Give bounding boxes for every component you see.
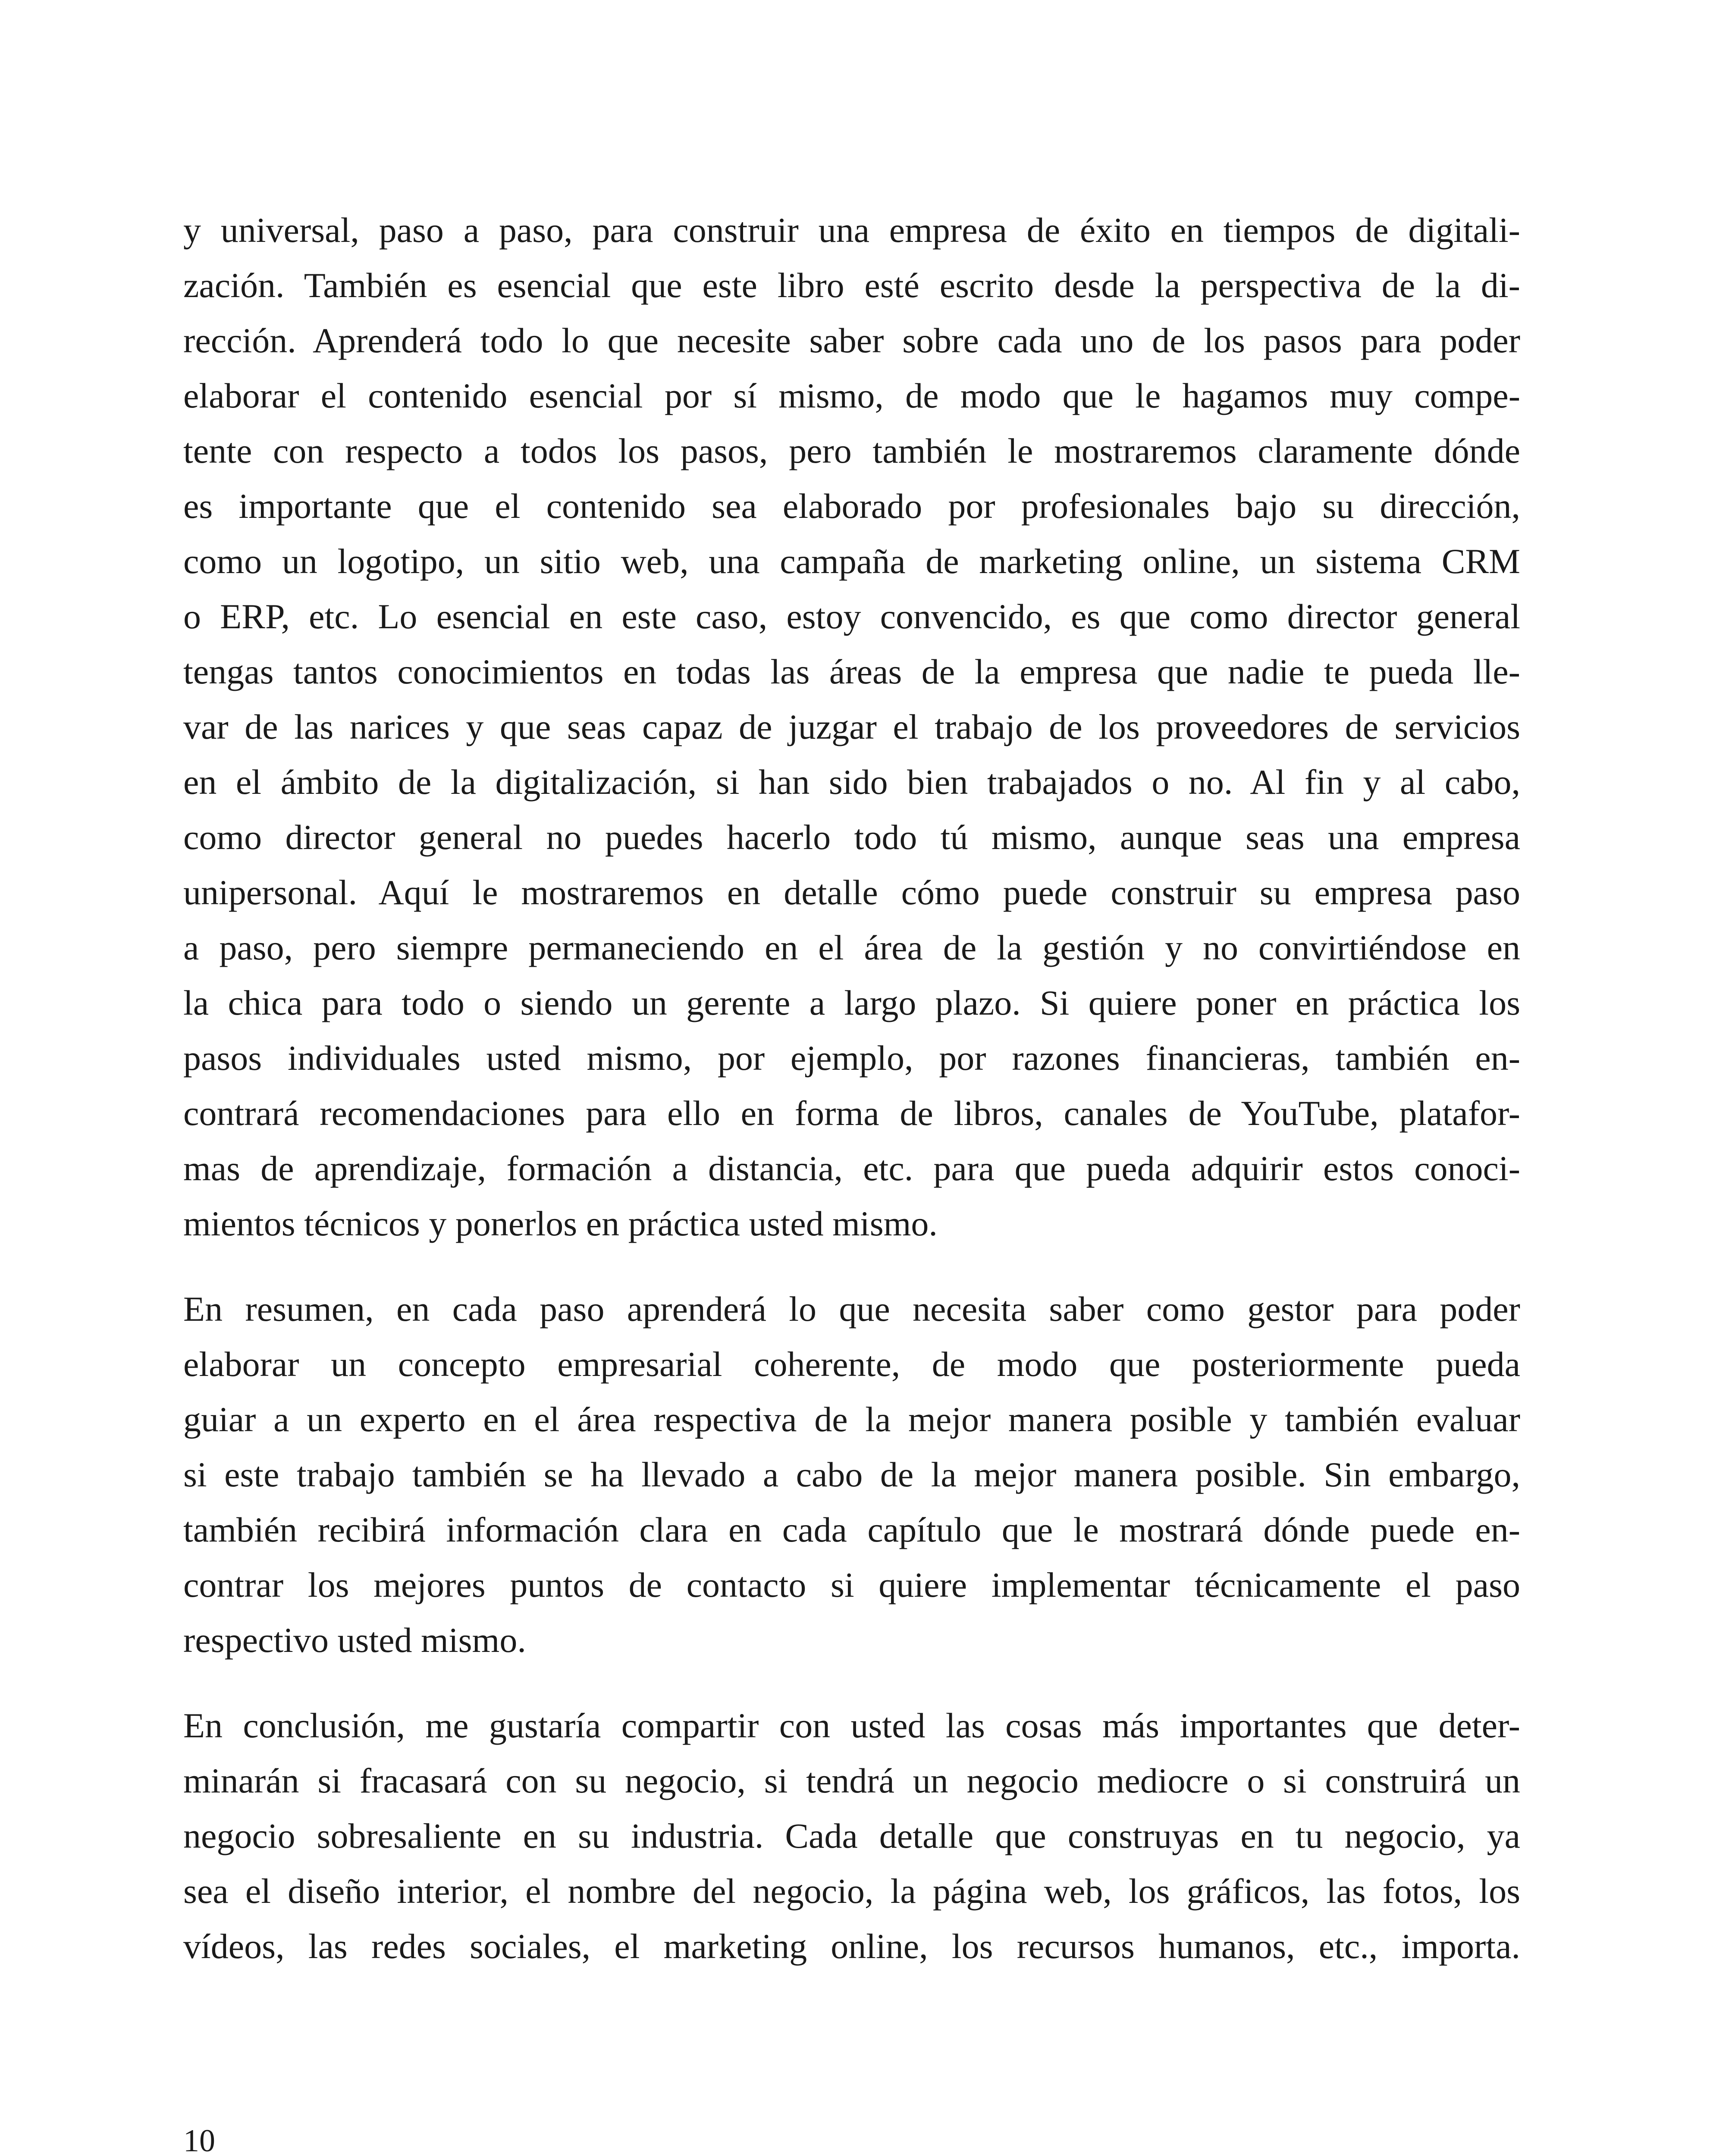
text-line: vídeos, las redes sociales, el marketing online, los recursos humanos, etc., importa. [183, 1927, 1520, 1966]
paragraph-1 [183, 203, 1520, 1251]
text-line: es importante que el contenido sea elaborado por profesionales bajo su dirección, [183, 486, 1520, 526]
paragraph-spacer [183, 1251, 1520, 1282]
text-line: mas de aprendizaje, formación a distancia, etc. para que pueda adquirir estos conoci- [183, 1149, 1520, 1188]
text-line: a paso, pero siempre permaneciendo en el área de la gestión y no convirtiéndose en [183, 928, 1520, 967]
text-line: rección. Aprenderá todo lo que necesite saber sobre cada uno de los pasos para poder [183, 321, 1520, 360]
text-line: En resumen, en cada paso aprenderá lo que necesita saber como gestor para poder [183, 1289, 1520, 1329]
text-line: si este trabajo también se ha llevado a cabo de la mejor manera posible. Sin embargo, [183, 1455, 1520, 1494]
text-line: minarán si fracasará con su negocio, si tendrá un negocio mediocre o si construirá un [183, 1761, 1520, 1800]
text-line: como director general no puedes hacerlo todo tú mismo, aunque seas una empresa [183, 818, 1520, 857]
text-line: guiar a un experto en el área respectiva de la mejor manera posible y también evaluar [183, 1400, 1520, 1439]
body-text [183, 203, 1520, 1974]
text-line: en el ámbito de la digitalización, si han sido bien trabajados o no. Al fin y al cabo, [183, 762, 1520, 802]
text-line: pasos individuales usted mismo, por ejemplo, por razones financieras, también en- [183, 1038, 1520, 1078]
text-line: o ERP, etc. Lo esencial en este caso, estoy convencido, es que como director general [183, 597, 1520, 636]
paragraph-spacer [183, 1668, 1520, 1698]
text-line: unipersonal. Aquí le mostraremos en detalle cómo puede construir su empresa paso [183, 873, 1520, 912]
paragraph-3 [183, 1698, 1520, 1974]
text-line: contrar los mejores puntos de contacto si quiere implementar técnicamente el paso [183, 1565, 1520, 1604]
page-number: 10 [183, 2123, 215, 2156]
text-line: negocio sobresaliente en su industria. Cada detalle que construyas en tu negocio, ya [183, 1816, 1520, 1855]
text-line: mientos técnicos y ponerlos en práctica usted mismo. [183, 1204, 938, 1243]
text-line: la chica para todo o siendo un gerente a largo plazo. Si quiere poner en práctica los [183, 983, 1520, 1022]
text-line: también recibirá información clara en cada capítulo que le mostrará dónde puede en- [183, 1510, 1520, 1549]
paragraph-2 [183, 1282, 1520, 1668]
text-line: contrará recomendaciones para ello en forma de libros, canales de YouTube, platafor- [183, 1094, 1520, 1133]
text-line: como un logotipo, un sitio web, una campaña de marketing online, un sistema CRM [183, 542, 1520, 581]
text-line: En conclusión, me gustaría compartir con usted las cosas más importantes que deter- [183, 1706, 1520, 1745]
text-line: elaborar el contenido esencial por sí mismo, de modo que le hagamos muy compe- [183, 376, 1520, 415]
text-line: var de las narices y que seas capaz de juzgar el trabajo de los proveedores de servicios [183, 707, 1520, 746]
text-line: y universal, paso a paso, para construir una empresa de éxito en tiempos de digitali- [183, 210, 1520, 250]
text-line: zación. También es esencial que este libro esté escrito desde la perspectiva de la di- [183, 266, 1520, 305]
text-line: elaborar un concepto empresarial coherente, de modo que posteriormente pueda [183, 1344, 1520, 1384]
text-line: sea el diseño interior, el nombre del negocio, la página web, los gráficos, las fotos, los [183, 1871, 1520, 1911]
text-line: tente con respecto a todos los pasos, pero también le mostraremos claramente dónde [183, 431, 1520, 470]
text-line: respectivo usted mismo. [183, 1620, 526, 1660]
text-line: tengas tantos conocimientos en todas las áreas de la empresa que nadie te pueda lle- [183, 652, 1520, 691]
